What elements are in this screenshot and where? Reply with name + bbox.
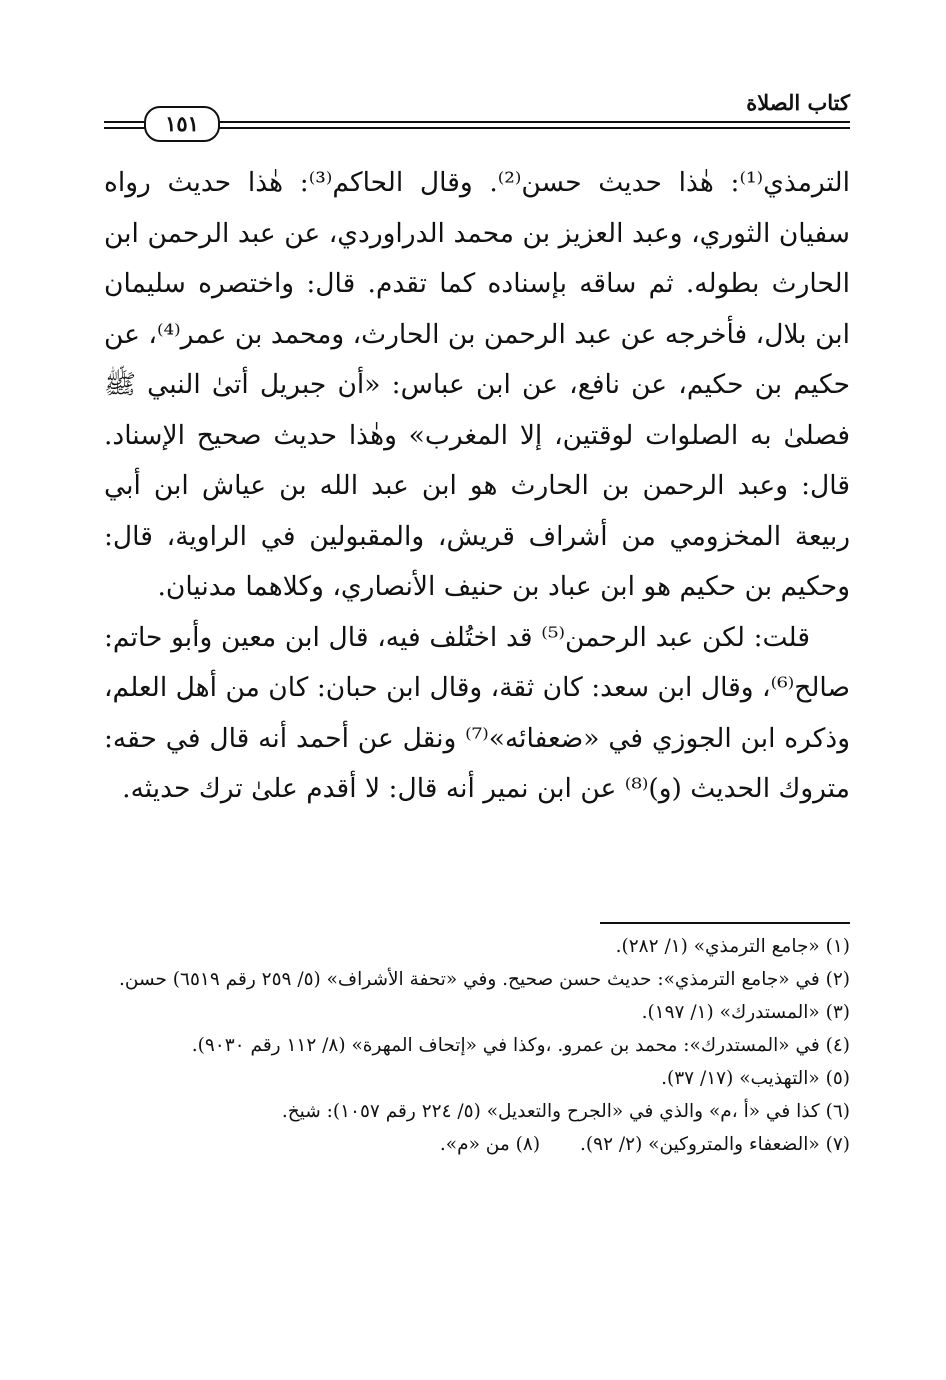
footnote-text: (٨) من «م». [439,1134,541,1155]
page-header [104,90,850,136]
page-number: ١٥١ [144,106,220,142]
footnote-text: (٧) «الضعفاء والمتروكين» (٢/ ٩٢). [580,1134,850,1155]
footnote: (٢) في «جامع الترمذي»: حديث حسن صحيح. وفي «تحفة الأشراف» (٥/ ٢٥٩ رقم ٦٥١٩) حسن. [119,969,850,990]
footnote: (٥) «التهذيب» (١٧/ ٣٧). [661,1068,850,1089]
footnote: (٦) كذا في «أ ،م» والذي في «الجرح والتعديل» (٥/ ٢٢٤ رقم ١٠٥٧): شيخ. [281,1101,850,1122]
paragraph: قلت: لكن عبد الرحمن⁽⁵⁾ قد اختُلف فيه، قال ابن معين وأبو حاتم: صالح⁽⁶⁾، وقال ابن سعد: كان ثقة، وقال ابن حبان: كان من أهل العلم، وذكره ابن الجوزي في «ضعفائه»⁽⁷⁾ ونقل عن أحمد أنه قال في حقه: متروك الحديث (و)⁽⁸⁾ عن ابن نمير أنه قال: لا أقدم علىٰ ترك حديثه. [104,621,851,804]
running-title: كتاب الصلاة [746,90,850,115]
main-text [104,158,850,815]
footnote: (٤) في «المستدرك»: محمد بن عمرو. ،وكذا في «إتحاف المهرة» (٨/ ١١٢ رقم ٩٠٣٠). [191,1035,850,1056]
footnote [104,1128,850,1161]
footnote: (١) «جامع الترمذي» (١/ ٢٨٢). [615,936,850,957]
footnote: (٣) «المستدرك» (١/ ١٩٧). [641,1002,850,1023]
paragraph: الترمذي⁽¹⁾: هٰذا حديث حسن⁽²⁾. وقال الحاكم⁽³⁾: هٰذا حديث رواه سفيان الثوري، وعبد العزيز بن محمد الدراوردي، عن عبد الرحمن ابن الحارث بطوله. ثم ساقه بإسناده كما تقدم. قال: واختصره سليمان ابن بلال، فأخرجه عن عبد الرحمن بن الحارث، ومحمد بن عمر⁽⁴⁾، عن حكيم بن حكيم، عن نافع، عن ابن عباس: «أن جبريل أتىٰ النبي ﷺ فصلىٰ به الصلوات لوقتين، إلا المغرب» وهٰذا حديث صحيح الإسناد. قال: وعبد الرحمن بن الحارث هو ابن عبد الله بن عياش ابن أبي ربيعة المخزومي من أشراف قريش، والمقبولين في الراوية، قال: وحكيم بن حكيم هو ابن عباد بن حنيف الأنصاري، وكلاهما مدنيان. [104,167,850,602]
footnote-separator [600,922,850,924]
footnotes [104,930,850,1161]
